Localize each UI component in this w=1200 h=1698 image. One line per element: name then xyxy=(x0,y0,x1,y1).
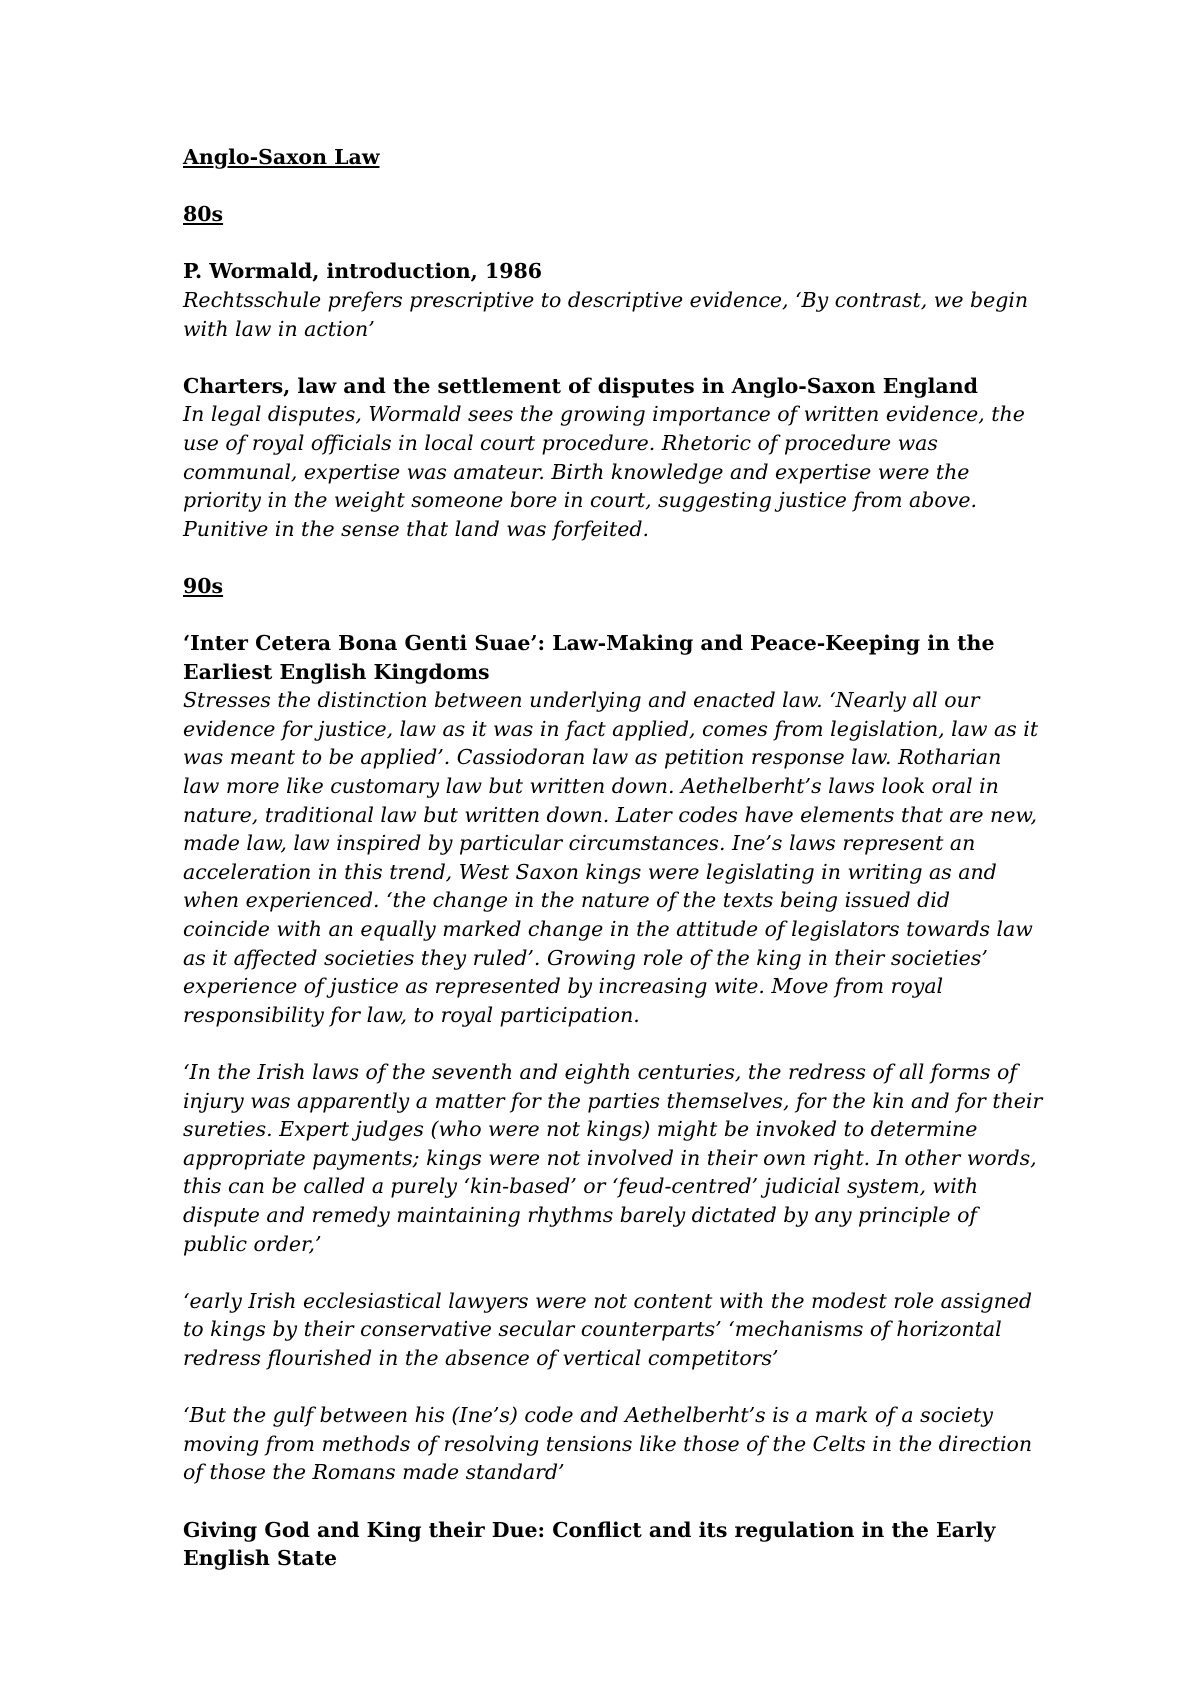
spacer xyxy=(183,229,1043,258)
section-heading: 80s xyxy=(183,202,224,227)
document-title: Anglo-Saxon Law xyxy=(183,145,380,169)
spacer xyxy=(183,343,1043,372)
entry-title: ‘Inter Cetera Bona Genti Suae’: Law-Making and Peace-Keeping in the Earliest English Kingdoms xyxy=(183,631,995,684)
entry-title: Giving God and King their Due: Conflict and its regulation in the Early English State xyxy=(183,1517,996,1571)
entry-quote-paragraph: ‘In the Irish laws of the seventh and eighth centuries, the redress of all forms of injury was apparently a matter for the parties themselves, for the kin and for their sureties. Expert judges (who were not kings) might be invoked to determine appropriate payments; kings were not involved in their own right. In other words, this can be called a purely ‘kin-based’ or ‘feud-centred’ judicial system, with dispute and remedy maintaining rhythms barely dictated by any principle of public order,’ xyxy=(183,1060,1043,1256)
entry-title: Charters, law and the settlement of disputes in Anglo-Saxon England xyxy=(183,373,978,398)
entry-paragraph: In legal disputes, Wormald sees the growing importance of written evidence, the use of royal officials in local court procedure. Rhetoric of procedure was communal, expertise was amateur. Birth knowledge and expertise were the priority in the weight someone bore in court, suggesting justice from above. Punitive in the sense that land was forfeited. xyxy=(183,402,1025,541)
spacer xyxy=(183,601,1043,630)
spacer xyxy=(183,1029,1043,1058)
entry-paragraph: Rechtsschule prefers prescriptive to descriptive evidence, ‘By contrast, we begin with law in action’ xyxy=(183,287,1029,341)
spacer xyxy=(183,1258,1043,1287)
spacer xyxy=(183,172,1043,201)
entry-quote-paragraph: ‘But the gulf between his (Ine’s) code and Aethelberht’s is a mark of a society moving from methods of resolving tensions like those of the Celts in the direction of those the Romans made standard’ xyxy=(183,1403,1033,1485)
document-body xyxy=(183,143,1043,1573)
entry-paragraph: Stresses the distinction between underlying and enacted law. ‘Nearly all our evidence for justice, law as it was in fact applied, comes from legislation, law as it was meant to be applied’. Cassiodoran law as petition response law. Rotharian law more like customary law but written down. Aethelberht’s laws look oral in nature, traditional law but written down. Later codes have elements that are new, made law, law inspired by particular circumstances. Ine’s laws represent an acceleration in this trend, West Saxon kings were legislating in writing as and when experienced. ‘the change in the nature of the texts being issued did coincide with an equally marked change in the attitude of legislators towards law as it affected societies they ruled’. Growing role of the king in their societies’ experience of justice as represented by increasing wite. Move from royal responsibility for law, to royal participation. xyxy=(183,688,1039,1027)
spacer xyxy=(183,1487,1043,1516)
spacer xyxy=(183,543,1043,572)
entry-quote-paragraph: ‘early Irish ecclesiastical lawyers were not content with the modest role assigned to kings by their conservative secular counterparts’ ‘mechanisms of horizontal redress flourished in the absence of vertical competitors’ xyxy=(183,1288,1033,1370)
section-heading: 90s xyxy=(183,573,224,598)
entry-title: P. Wormald, introduction, 1986 xyxy=(183,259,543,284)
spacer xyxy=(183,1373,1043,1402)
